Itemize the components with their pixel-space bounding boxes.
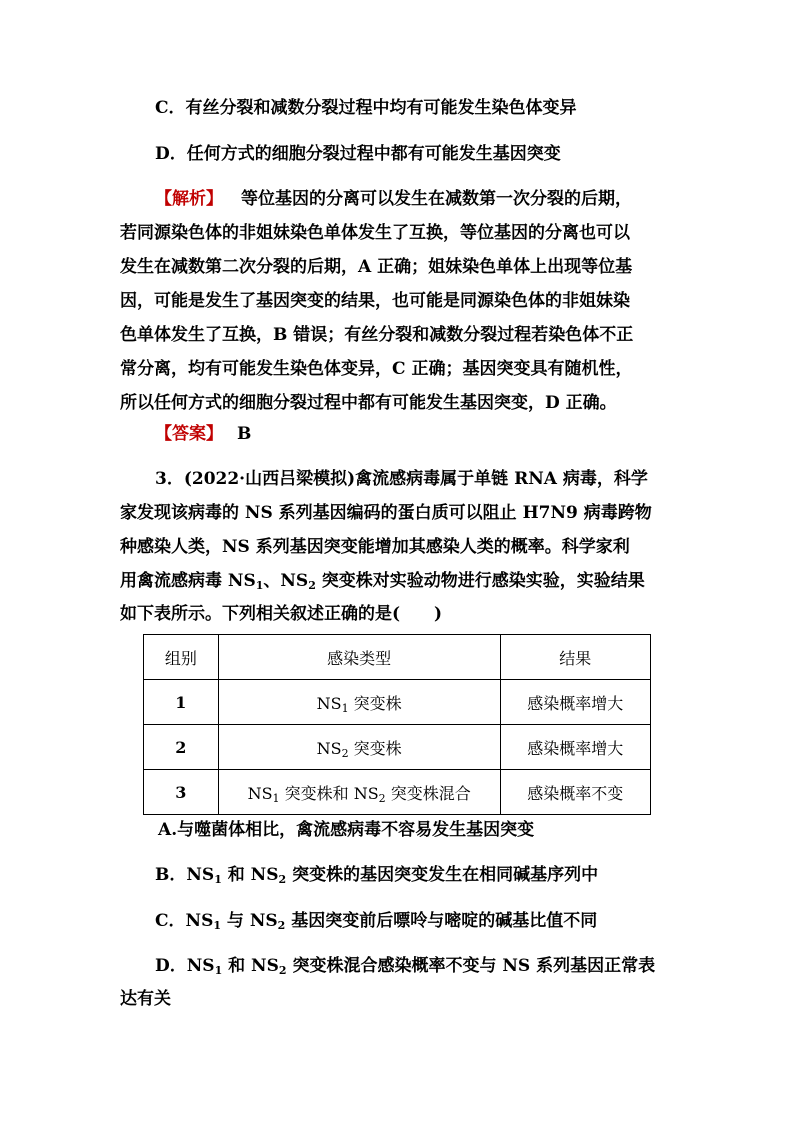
choice-a: A.与噬菌体相比，禽流感病毒不容易发生基因突变 xyxy=(158,820,535,840)
analysis-line-5: 色单体发生了互换，B 错误；有丝分裂和减数分裂过程若染色体不正 xyxy=(120,325,634,345)
answer-line xyxy=(155,423,251,445)
cell-group: 3 xyxy=(144,770,219,815)
table-row xyxy=(144,725,651,770)
table-row xyxy=(144,770,651,815)
question3-line-3: 种感染人类，NS 系列基因突变能增加其感染人类的概率。科学家利 xyxy=(120,537,630,557)
analysis-line-2: 若同源染色体的非姐妹染色单体发生了互换，等位基因的分离也可以 xyxy=(120,223,630,243)
cell-type: $NS_1$ 突变株和 $NS_2$ 突变株混合 xyxy=(218,770,500,815)
question3-line-4: 用禽流感病毒 $NS_1$、$NS_2$ 突变株对实验动物进行感染实验，实验结果 xyxy=(120,571,645,592)
analysis-line-3: 发生在减数第二次分裂的后期，A 正确；姐妹染色单体上出现等位基 xyxy=(120,257,633,277)
cell-result: 感染概率增大 xyxy=(500,725,650,770)
question3-line-2: 家发现该病毒的 NS 系列基因编码的蛋白质可以阻止 H7N9 病毒跨物 xyxy=(120,503,652,523)
analysis-line-6: 常分离，均有可能发生染色体变异，C 正确；基因突变具有随机性， xyxy=(120,359,633,379)
table-header-row xyxy=(144,635,651,680)
cell-result: 感染概率增大 xyxy=(500,680,650,725)
option-d-prev: D．任何方式的细胞分裂过程中都有可能发生基因突变 xyxy=(155,144,561,164)
question3-line-1: 3．(2022·山西吕梁模拟)禽流感病毒属于单链 RNA 病毒，科学 xyxy=(155,469,648,489)
choice-d: D．$NS_1$ 和 $NS_2$ 突变株混合感染概率不变与 NS 系列基因正常表 xyxy=(155,956,656,977)
analysis-first-line xyxy=(155,188,632,210)
results-table xyxy=(143,634,651,815)
cell-group: 1 xyxy=(144,680,219,725)
analysis-line-1: 等位基因的分离可以发生在减数第一次分裂的后期， xyxy=(241,189,632,209)
header-group: 组别 xyxy=(144,635,219,680)
cell-type: $NS_1$ 突变株 xyxy=(218,680,500,725)
option-c-prev: C．有丝分裂和减数分裂过程中均有可能发生染色体变异 xyxy=(155,98,577,118)
table-row xyxy=(144,680,651,725)
choice-c: C．$NS_1$ 与 $NS_2$ 基因突变前后嘌呤与嘧啶的碱基比值不同 xyxy=(155,911,598,932)
analysis-tag: 【解析】 xyxy=(155,189,223,209)
cell-group: 2 xyxy=(144,725,219,770)
cell-type: $NS_2$ 突变株 xyxy=(218,725,500,770)
cell-result: 感染概率不变 xyxy=(500,770,650,815)
analysis-line-4: 因，可能是发生了基因突变的结果，也可能是同源染色体的非姐妹染 xyxy=(120,291,630,311)
choice-b: B．$NS_1$ 和 $NS_2$ 突变株的基因突变发生在相同碱基序列中 xyxy=(155,865,599,886)
answer-value: B xyxy=(237,424,252,444)
question3-line-5: 如下表所示。下列相关叙述正确的是( ) xyxy=(120,604,443,624)
header-infection-type: 感染类型 xyxy=(218,635,500,680)
header-result: 结果 xyxy=(500,635,650,680)
analysis-line-7: 所以任何方式的细胞分裂过程中都有可能发生基因突变，D 正确。 xyxy=(120,393,617,413)
answer-tag: 【答案】 xyxy=(155,424,223,444)
choice-d-line-2: 达有关 xyxy=(120,989,171,1009)
